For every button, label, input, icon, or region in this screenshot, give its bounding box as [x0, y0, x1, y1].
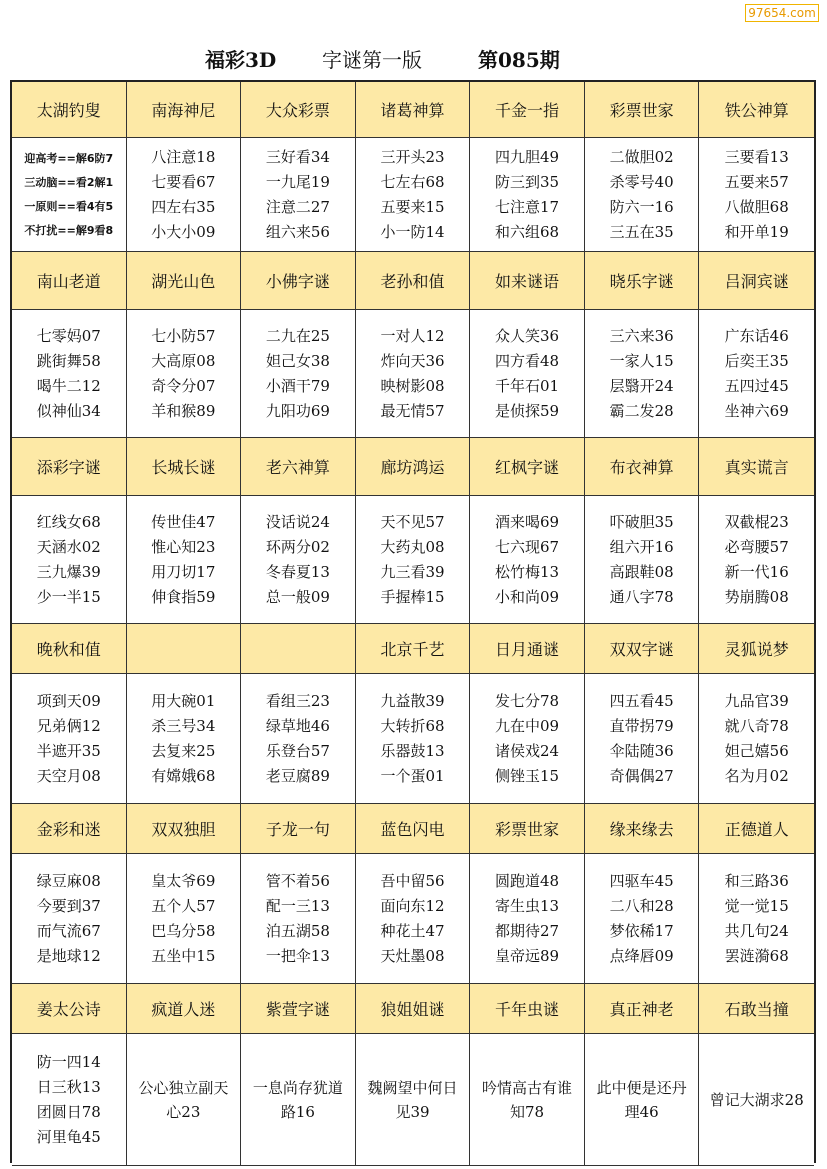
riddle-cell: [699, 1034, 814, 1166]
riddle-line: 一个蛋01: [380, 766, 445, 785]
riddle-line: 一息尚存犹道: [252, 1078, 343, 1097]
riddle-line: 梦依稀17: [609, 921, 674, 940]
riddle-line: 伞陆随36: [609, 741, 674, 760]
riddle-line: 一家人15: [609, 351, 674, 370]
riddle-line: 七注意17: [495, 197, 560, 216]
riddle-line: 妲己嬉56: [724, 741, 789, 760]
riddle-line: 吟情高古有谁: [482, 1078, 573, 1097]
column-header: 晚秋和值: [12, 624, 127, 674]
column-header: [127, 624, 242, 674]
column-header: 北京千艺: [356, 624, 471, 674]
column-header: 老孙和值: [356, 252, 471, 310]
riddle-line: 九阳功69: [265, 401, 330, 420]
riddle-cell: [356, 1034, 471, 1166]
riddle-line: 环两分02: [265, 537, 330, 556]
column-header: 缘来缘去: [585, 804, 700, 854]
riddle-line: 曾记大湖求28: [709, 1090, 804, 1109]
riddle-line: 管不着56: [265, 871, 330, 890]
riddle-cell: [585, 496, 700, 624]
riddle-line: 魏阙望中何日: [367, 1078, 458, 1097]
riddle-line: 河里龟45: [36, 1127, 101, 1146]
riddle-line: 三动脑==看2解1: [24, 175, 114, 189]
riddle-line: 奇偶偶27: [609, 766, 674, 785]
riddle-line: 知78: [510, 1102, 545, 1121]
riddle-line: 项到天09: [36, 691, 101, 710]
riddle-line: 名为月02: [724, 766, 789, 785]
riddle-line: 九益散39: [380, 691, 445, 710]
riddle-line: 坐神六69: [724, 401, 789, 420]
riddle-line: 五坐中15: [151, 946, 216, 965]
riddle-line: 高跟鞋08: [609, 562, 674, 581]
riddle-cell: [241, 310, 356, 438]
riddle-line: 今要到37: [36, 896, 101, 915]
riddle-line: 小一防14: [380, 222, 445, 241]
riddle-cell: [241, 138, 356, 252]
riddle-line: 乐器鼓13: [380, 741, 445, 760]
riddle-line: 点绛唇09: [609, 946, 674, 965]
riddle-cell: [12, 674, 127, 804]
riddle-line: 四五看45: [609, 691, 674, 710]
riddle-line: 九品官39: [724, 691, 789, 710]
riddle-cell: [356, 310, 471, 438]
riddle-cell: [585, 854, 700, 984]
riddle-cell: [12, 310, 127, 438]
riddle-line: 喝牛二12: [36, 376, 101, 395]
riddle-cell: [585, 674, 700, 804]
riddle-line: 松竹梅13: [495, 562, 560, 581]
riddle-line: 去复来25: [151, 741, 216, 760]
riddle-line: 皇太爷69: [151, 871, 216, 890]
column-header: 狼姐姐谜: [356, 984, 471, 1034]
riddle-line: 酒来喝69: [495, 512, 560, 531]
riddle-line: 天空月08: [36, 766, 101, 785]
riddle-line: 心23: [166, 1102, 201, 1121]
riddle-line: 三好看34: [265, 147, 330, 166]
riddle-line: 侧锉玉15: [495, 766, 560, 785]
riddle-line: 日三秋13: [36, 1077, 101, 1096]
riddle-line: 天不见57: [380, 512, 445, 531]
riddle-line: 天灶墨08: [380, 946, 445, 965]
riddle-line: 七要看67: [151, 172, 216, 191]
riddle-line: 小大小09: [151, 222, 216, 241]
riddle-line: 跳街舞58: [36, 351, 101, 370]
riddle-cell: [12, 854, 127, 984]
riddle-line: 防六一16: [609, 197, 674, 216]
column-header: 彩票世家: [470, 804, 585, 854]
riddle-line: 巴乌分58: [151, 921, 216, 940]
riddle-line: 红线女68: [36, 512, 101, 531]
column-header: 小佛字谜: [241, 252, 356, 310]
riddle-line: 有嫦娥68: [151, 766, 216, 785]
riddle-line: 一原则==看4有5: [24, 199, 114, 213]
riddle-line: 杀零号40: [609, 172, 674, 191]
column-header: 疯道人迷: [127, 984, 242, 1034]
page-title: [0, 44, 827, 74]
riddle-table: [10, 80, 816, 1163]
riddle-line: 层翳开24: [609, 376, 674, 395]
riddle-cell: [699, 854, 814, 984]
riddle-line: 二做胆02: [609, 147, 674, 166]
column-header: [241, 624, 356, 674]
riddle-cell: [356, 854, 471, 984]
riddle-line: 吾中留56: [380, 871, 445, 890]
riddle-line: 二八和28: [609, 896, 674, 915]
riddle-line: 诸侯戏24: [495, 741, 560, 760]
riddle-line: 三开头23: [380, 147, 445, 166]
riddle-line: 杀三号34: [151, 716, 216, 735]
riddle-cell: [699, 496, 814, 624]
riddle-cell: [127, 1034, 242, 1166]
riddle-line: 泊五湖58: [265, 921, 330, 940]
column-header: 千金一指: [470, 82, 585, 138]
column-header: 石敢当撞: [699, 984, 814, 1034]
column-header: 真正神老: [585, 984, 700, 1034]
column-header: 蓝色闪电: [356, 804, 471, 854]
riddle-line: 一九尾19: [265, 172, 330, 191]
riddle-line: 都期待27: [495, 921, 560, 940]
riddle-line: 八做胆68: [724, 197, 789, 216]
column-header: 正德道人: [699, 804, 814, 854]
riddle-cell: [699, 674, 814, 804]
riddle-line: 是地球12: [36, 946, 101, 965]
riddle-line: 七小防57: [151, 326, 216, 345]
riddle-cell: [356, 674, 471, 804]
riddle-line: 三要看13: [724, 147, 789, 166]
riddle-line: 种花土47: [380, 921, 445, 940]
riddle-line: 四驱车45: [609, 871, 674, 890]
riddle-line: 广东话46: [724, 326, 789, 345]
column-header: 红枫字谜: [470, 438, 585, 496]
riddle-line: 大高原08: [151, 351, 216, 370]
riddle-line: 众人笑36: [495, 326, 560, 345]
column-header: 灵狐说梦: [699, 624, 814, 674]
riddle-line: 五要来15: [380, 197, 445, 216]
riddle-line: 新一代16: [724, 562, 789, 581]
riddle-line: 八注意18: [151, 147, 216, 166]
riddle-line: 看组三23: [265, 691, 330, 710]
riddle-line: 冬春夏13: [265, 562, 330, 581]
column-header: 诸葛神算: [356, 82, 471, 138]
riddle-line: 总一般09: [265, 587, 330, 606]
riddle-line: 映树影08: [380, 376, 445, 395]
riddle-line: 五个人57: [151, 896, 216, 915]
title-lottery: 福彩3D: [205, 48, 277, 72]
riddle-line: 惟心知23: [151, 537, 216, 556]
riddle-line: 必弯腰57: [724, 537, 789, 556]
riddle-line: 此中便是还丹: [596, 1078, 687, 1097]
column-header: 金彩和迷: [12, 804, 127, 854]
column-header: 姜太公诗: [12, 984, 127, 1034]
riddle-cell: [470, 674, 585, 804]
riddle-line: 七六现67: [495, 537, 560, 556]
column-header: 湖光山色: [127, 252, 242, 310]
riddle-line: 和三路36: [724, 871, 789, 890]
riddle-line: 伸食指59: [151, 587, 216, 606]
riddle-line: 七零妈07: [36, 326, 101, 345]
riddle-line: 见39: [395, 1102, 430, 1121]
riddle-line: 配一三13: [265, 896, 330, 915]
riddle-line: 手握棒15: [380, 587, 445, 606]
riddle-line: 三九爆39: [36, 562, 101, 581]
riddle-cell: [699, 138, 814, 252]
riddle-line: 乐登台57: [265, 741, 330, 760]
riddle-cell: [356, 138, 471, 252]
riddle-cell: [470, 496, 585, 624]
riddle-line: 一对人12: [380, 326, 445, 345]
riddle-cell: [470, 1034, 585, 1166]
riddle-line: 四方看48: [495, 351, 560, 370]
riddle-line: 组六来56: [265, 222, 330, 241]
riddle-line: 炸向天36: [380, 351, 445, 370]
riddle-line: 面向东12: [380, 896, 445, 915]
column-header: 铁公神算: [699, 82, 814, 138]
riddle-cell: [241, 496, 356, 624]
riddle-line: 就八奇78: [724, 716, 789, 735]
riddle-line: 最无情57: [380, 401, 445, 420]
column-header: 吕洞宾谜: [699, 252, 814, 310]
riddle-line: 妲己女38: [265, 351, 330, 370]
riddle-cell: [699, 310, 814, 438]
riddle-line: 天涵水02: [36, 537, 101, 556]
column-header: 日月通谜: [470, 624, 585, 674]
riddle-line: 少一半15: [36, 587, 101, 606]
riddle-cell: [585, 310, 700, 438]
riddle-line: 三五在35: [609, 222, 674, 241]
riddle-line: 和开单19: [724, 222, 789, 241]
riddle-line: 大转折68: [380, 716, 445, 735]
column-header: 千年虫谜: [470, 984, 585, 1034]
riddle-line: 罢涟漪68: [724, 946, 789, 965]
riddle-line: 二九在25: [265, 326, 330, 345]
riddle-line: 迎高考==解6防7: [24, 151, 114, 165]
riddle-line: 发七分78: [495, 691, 560, 710]
column-header: 太湖钓叟: [12, 82, 127, 138]
riddle-line: 半遮开35: [36, 741, 101, 760]
riddle-cell: [585, 1034, 700, 1166]
riddle-line: 霸二发28: [609, 401, 674, 420]
riddle-line: 路16: [280, 1102, 315, 1121]
riddle-line: 千年石01: [495, 376, 560, 395]
riddle-line: 七左右68: [380, 172, 445, 191]
riddle-line: 双截棍23: [724, 512, 789, 531]
riddle-line: 三六来36: [609, 326, 674, 345]
riddle-line: 防一四14: [36, 1052, 101, 1071]
riddle-line: 九在中09: [495, 716, 560, 735]
riddle-line: 吓破胆35: [609, 512, 674, 531]
riddle-line: 绿草地46: [265, 716, 330, 735]
riddle-line: 皇帝远89: [495, 946, 560, 965]
riddle-line: 组六开16: [609, 537, 674, 556]
riddle-line: 四左右35: [151, 197, 216, 216]
column-header: 大众彩票: [241, 82, 356, 138]
riddle-line: 大药丸08: [380, 537, 445, 556]
riddle-line: 似神仙34: [36, 401, 101, 420]
riddle-line: 用大碗01: [151, 691, 216, 710]
riddle-line: 势崩腾08: [724, 587, 789, 606]
riddle-line: 后奕王35: [724, 351, 789, 370]
riddle-line: 九三看39: [380, 562, 445, 581]
riddle-cell: [470, 310, 585, 438]
riddle-cell: [585, 138, 700, 252]
column-header: 彩票世家: [585, 82, 700, 138]
column-header: 南山老道: [12, 252, 127, 310]
riddle-cell: [12, 1034, 127, 1166]
riddle-line: 奇令分07: [151, 376, 216, 395]
riddle-line: 五四过45: [724, 376, 789, 395]
riddle-line: 四九胆49: [495, 147, 560, 166]
riddle-line: 通八字78: [609, 587, 674, 606]
site-watermark: 97654.com: [745, 4, 819, 22]
column-header: 南海神尼: [127, 82, 242, 138]
riddle-cell: [127, 310, 242, 438]
column-header: 添彩字谜: [12, 438, 127, 496]
title-issue: 第085期: [478, 48, 560, 72]
column-header: 长城长谜: [127, 438, 242, 496]
column-header: 子龙一句: [241, 804, 356, 854]
riddle-cell: [241, 674, 356, 804]
riddle-cell: [356, 496, 471, 624]
riddle-line: 公心独立副天: [138, 1078, 229, 1097]
column-header: 晓乐字谜: [585, 252, 700, 310]
riddle-line: 五要来57: [724, 172, 789, 191]
riddle-line: 注意二27: [265, 197, 330, 216]
column-header: 老六神算: [241, 438, 356, 496]
riddle-line: 防三到35: [495, 172, 560, 191]
riddle-line: 没话说24: [265, 512, 330, 531]
riddle-line: 传世佳47: [151, 512, 216, 531]
riddle-cell: [127, 854, 242, 984]
riddle-line: 绿豆麻08: [36, 871, 101, 890]
riddle-line: 圆跑道48: [495, 871, 560, 890]
riddle-line: 寄生虫13: [495, 896, 560, 915]
column-header: 紫萱字谜: [241, 984, 356, 1034]
riddle-line: 是侦探59: [495, 401, 560, 420]
column-header: 真实谎言: [699, 438, 814, 496]
riddle-line: 理46: [624, 1102, 659, 1121]
riddle-line: 觉一觉15: [724, 896, 789, 915]
riddle-line: 团圆日78: [36, 1102, 101, 1121]
riddle-cell: [12, 138, 127, 252]
riddle-cell: [127, 138, 242, 252]
column-header: 布衣神算: [585, 438, 700, 496]
riddle-cell: [127, 496, 242, 624]
riddle-line: 而气流67: [36, 921, 101, 940]
riddle-line: 小酒干79: [265, 376, 330, 395]
riddle-line: 不打扰==解9看8: [24, 223, 114, 237]
riddle-line: 老豆腐89: [265, 766, 330, 785]
riddle-line: 直带拐79: [609, 716, 674, 735]
column-header: 双双字谜: [585, 624, 700, 674]
riddle-line: 一把伞13: [265, 946, 330, 965]
riddle-cell: [470, 854, 585, 984]
title-edition: 字谜第一版: [322, 48, 422, 72]
riddle-line: 羊和猴89: [151, 401, 216, 420]
riddle-cell: [127, 674, 242, 804]
column-header: 双双独胆: [127, 804, 242, 854]
riddle-cell: [241, 1034, 356, 1166]
riddle-line: 共几句24: [724, 921, 789, 940]
riddle-line: 兄弟俩12: [36, 716, 101, 735]
riddle-line: 和六组68: [495, 222, 560, 241]
riddle-cell: [12, 496, 127, 624]
column-header: 如来谜语: [470, 252, 585, 310]
riddle-line: 用刀切17: [151, 562, 216, 581]
riddle-cell: [470, 138, 585, 252]
riddle-cell: [241, 854, 356, 984]
riddle-line: 小和尚09: [495, 587, 560, 606]
column-header: 廊坊鸿运: [356, 438, 471, 496]
